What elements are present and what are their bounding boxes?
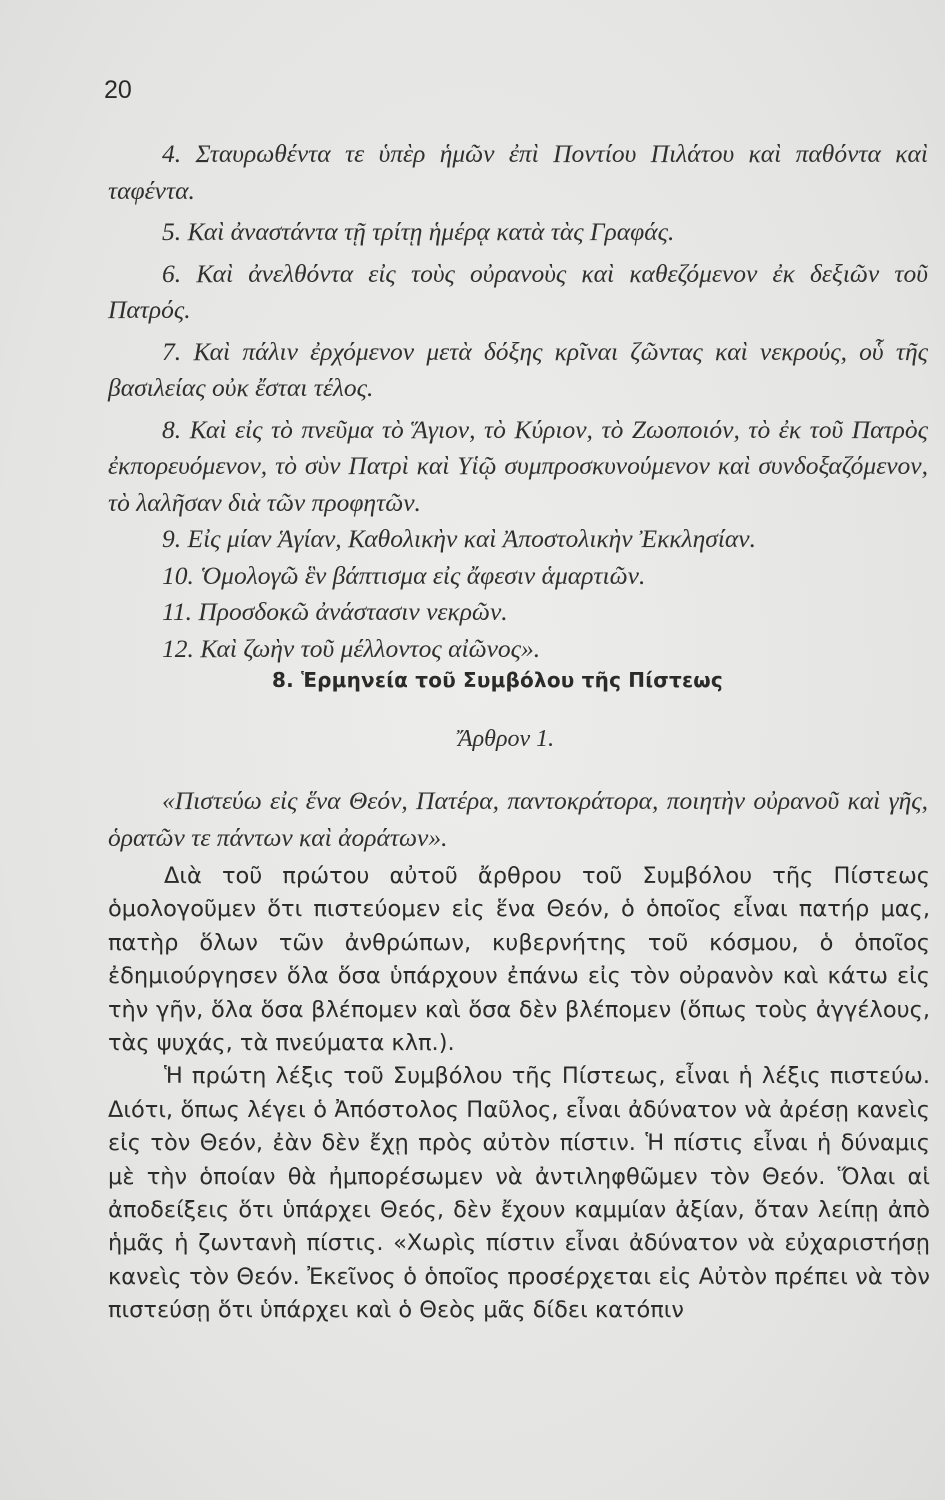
- creed-article: 10. Ὁμολογῶ ἓν βάπτισμα εἰς ἄφεσιν ἁμαρτιῶν.: [162, 560, 646, 590]
- paragraph: Ἡ πρώτη λέξις τοῦ Συμβόλου τῆς Πίστεως, εἶναι ἡ λέξις πιστεύω. Διότι, ὅπως λέγει ὁ Ἀπόστολος Παῦλος, εἶναι ἀδύνατον νὰ ἀρέσῃ κανεὶς εἰς τὸν Θεόν, ἐὰν δὲν ἔχῃ πρὸς αὐτὸν πίστιν. Ἡ πίστις εἶναι ἡ δύναμις μὲ τὴν ὁποίαν θὰ ἠμπορέσωμεν νὰ ἀντιληφθῶμεν τὸν Θεόν. Ὅλαι αἱ ἀποδείξεις ὅτι ὑπάρχει Θεός, δὲν ἔχουν καμμίαν ἀξίαν, ὅταν λείπῃ ἀπὸ ἡμᾶς ἡ ζωντανὴ πίστις. «Χωρὶς πίστιν εἶναι ἀδύνατον νὰ εὐχαριστήσῃ κανεὶς τὸν Θεόν. Ἐκεῖνος ὁ ὁποῖος προσέρχεται εἰς Αὐτὸν πρέπει νὰ τὸν πιστεύσῃ ὅτι ὑπάρχει καὶ ὁ Θεὸς μᾶς δίδει κατόπιν: [108, 1063, 930, 1324]
- creed-article: 8. Καὶ εἰς τὸ πνεῦμα τὸ Ἅγιον, τὸ Κύριον, τὸ Ζωοποιόν, τὸ ἐκ τοῦ Πατρὸς ἐκπορευόμενον, τὸ σὺν Πατρὶ καὶ Υἱῷ συμπροσκυνούμενον καὶ συνδοξαζόμενον, τὸ λαλῆσαν διὰ τῶν προφητῶν.: [108, 414, 928, 517]
- article-label: Ἄρθρον 1.: [458, 726, 555, 752]
- creed-article: 9. Εἰς μίαν Ἁγίαν, Καθολικὴν καὶ Ἀποστολικὴν Ἐκκλησίαν.: [162, 524, 756, 553]
- page-number: 20: [104, 76, 132, 104]
- paragraph: Διὰ τοῦ πρώτου αὐτοῦ ἄρθρου τοῦ Συμβόλου τῆς Πίστεως ὁμολογοῦμεν ὅτι πιστεύομεν εἰς ἕνα Θεόν, ὁ ὁποῖος εἶναι πατήρ μας, πατὴρ ὅλων τῶν ἀνθρώπων, κυβερνήτης τοῦ κόσμου, ὁ ὁποῖος ἐδημιούργησεν ὅλα ὅσα ὑπάρχουν ἐπάνω εἰς τὸν οὐρανὸν καὶ κάτω εἰς τὴν γῆν, ὅλα ὅσα βλέπομεν καὶ ὅσα δὲν βλέπομεν (ὅπως τοὺς ἀγγέλους, τὰς ψυχάς, τὰ πνεύματα κλπ.).: [108, 863, 930, 1057]
- creed-text: [108, 136, 928, 667]
- creed-article: 7. Καὶ πάλιν ἐρχόμενον μετὰ δόξης κρῖναι ζῶντας καὶ νεκρούς, οὗ τῆς βασιλείας οὐκ ἔσται τέλος.: [108, 336, 928, 402]
- creed-article: 4. Σταυρωθέντα τε ὑπὲρ ἡμῶν ἐπὶ Ποντίου Πιλάτου καὶ παθόντα καὶ ταφέντα.: [108, 139, 928, 205]
- section-heading: 8. Ἑρμηνεία τοῦ Συμβόλου τῆς Πίστεως: [272, 668, 723, 692]
- creed-quote: «Πιστεύω εἰς ἕνα Θεόν, Πατέρα, παντοκράτορα, ποιητὴν οὐρανοῦ καὶ γῆς, ὁρατῶν τε πάντων καὶ ἀοράτων».: [108, 786, 928, 852]
- creed-article: 6. Καὶ ἀνελθόντα εἰς τοὺς οὐρανοὺς καὶ καθεζόμενον ἐκ δεξιῶν τοῦ Πατρός.: [108, 258, 928, 324]
- creed-article: 5. Καὶ ἀναστάντα τῇ τρίτῃ ἡμέρᾳ κατὰ τὰς Γραφάς.: [162, 217, 675, 246]
- creed-article: 12. Καὶ ζωὴν τοῦ μέλλοντος αἰῶνος».: [162, 633, 541, 663]
- commentary-text: [108, 860, 930, 1328]
- creed-article: 11. Προσδοκῶ ἀνάστασιν νεκρῶν.: [162, 597, 508, 626]
